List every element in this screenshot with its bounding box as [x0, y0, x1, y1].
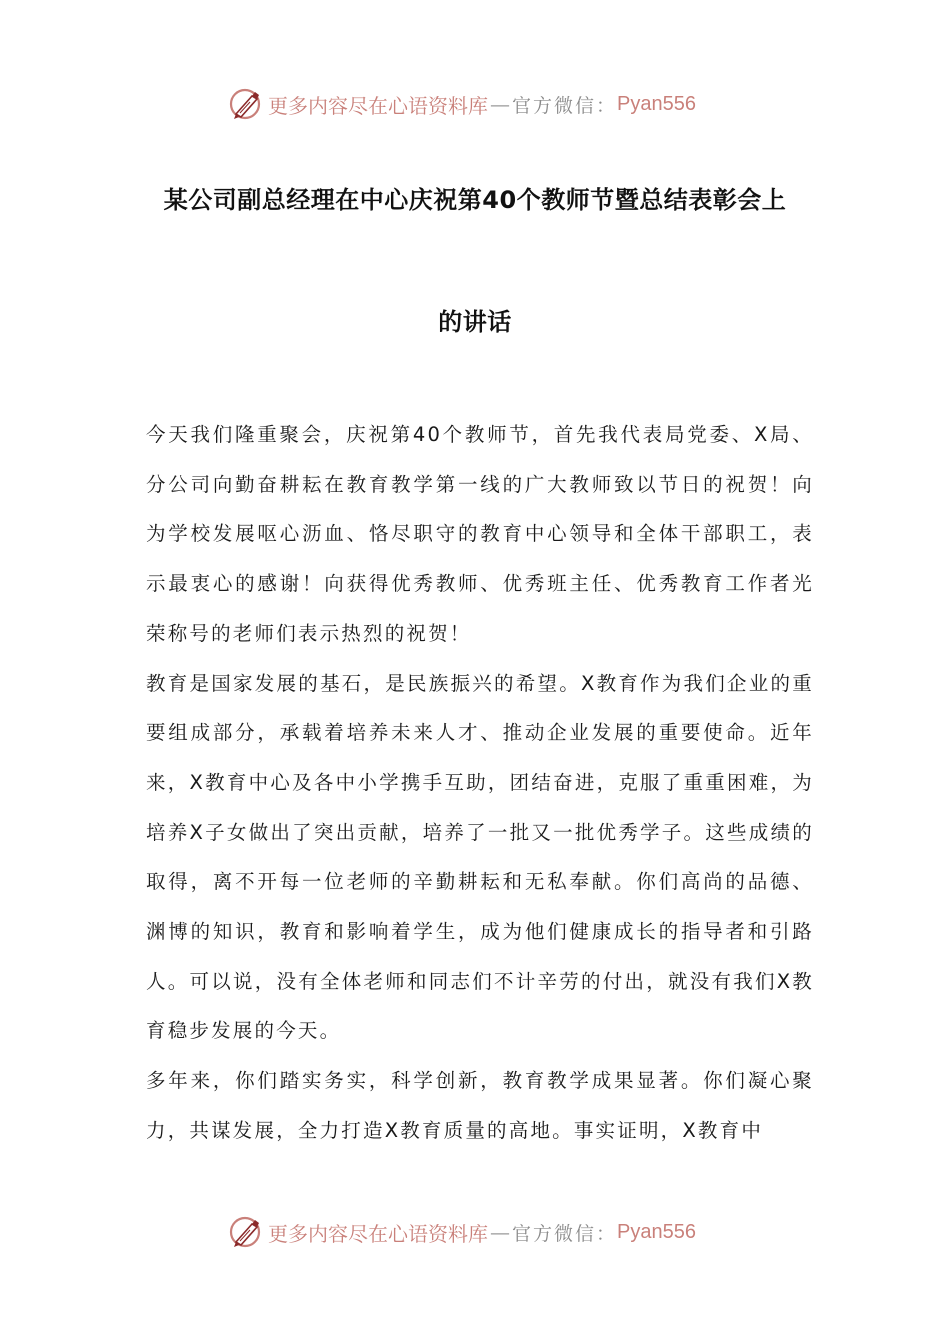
body-paragraph-2: 教育是国家发展的基石，是民族振兴的希望。X教育作为我们企业的重要组成部分，承载着培养未来人才、推动企业发展的重要使命。近年来，X教育中心及各中小学携手互助，团结奋进，克服了重重困难，为培养X子女做出了突出贡献，培养了一批又一批优秀学子。这些成绩的取得，离不开每一位老师的辛勤耕耘和无私奉献。你们高尚的品德、渊博的知识，教育和影响着学生，成为他们健康成长的指导者和引路人。可以说，没有全体老师和同志们不计辛劳的付出，就没有我们X教育稳步发展的今天。 — [146, 671, 814, 1043]
header-brand-text: 更多内容尽在心语资料库 — [268, 93, 488, 118]
document-body — [146, 410, 814, 1156]
footer-official-label: 官方微信： — [512, 1222, 618, 1245]
footer-wechat-id: Pyan556 — [617, 1220, 696, 1243]
header-official-label: 官方微信： — [512, 94, 618, 117]
body-paragraph-3: 多年来，你们踏实务实，科学创新，教育教学成果显著。你们凝心聚力，共谋发展，全力打造X教育质量的高地。事实证明，X教育中 — [146, 1069, 814, 1142]
pen-nib-logo-icon — [228, 1214, 264, 1250]
pen-nib-logo-icon — [228, 86, 264, 122]
footer-banner — [228, 1212, 696, 1252]
document-title-line-1: 某公司副总经理在中心庆祝第40个教师节暨总结表彰会上 — [163, 186, 787, 214]
header-wechat-id: Pyan556 — [617, 92, 696, 115]
header-banner — [228, 84, 696, 124]
document-title-line-2: 的讲话 — [438, 308, 512, 336]
header-dash: — — [490, 92, 510, 116]
body-paragraph-1: 今天我们隆重聚会，庆祝第40个教师节，首先我代表局党委、X局、分公司向勤奋耕耘在教育教学第一线的广大教师致以节日的祝贺！向为学校发展呕心沥血、恪尽职守的教育中心领导和全体干部职工，表示最衷心的感谢！向获得优秀教师、优秀班主任、优秀教育工作者光荣称号的老师们表示热烈的祝贺！ — [146, 423, 814, 645]
footer-brand-text: 更多内容尽在心语资料库 — [268, 1221, 488, 1246]
footer-dash: — — [490, 1220, 510, 1244]
